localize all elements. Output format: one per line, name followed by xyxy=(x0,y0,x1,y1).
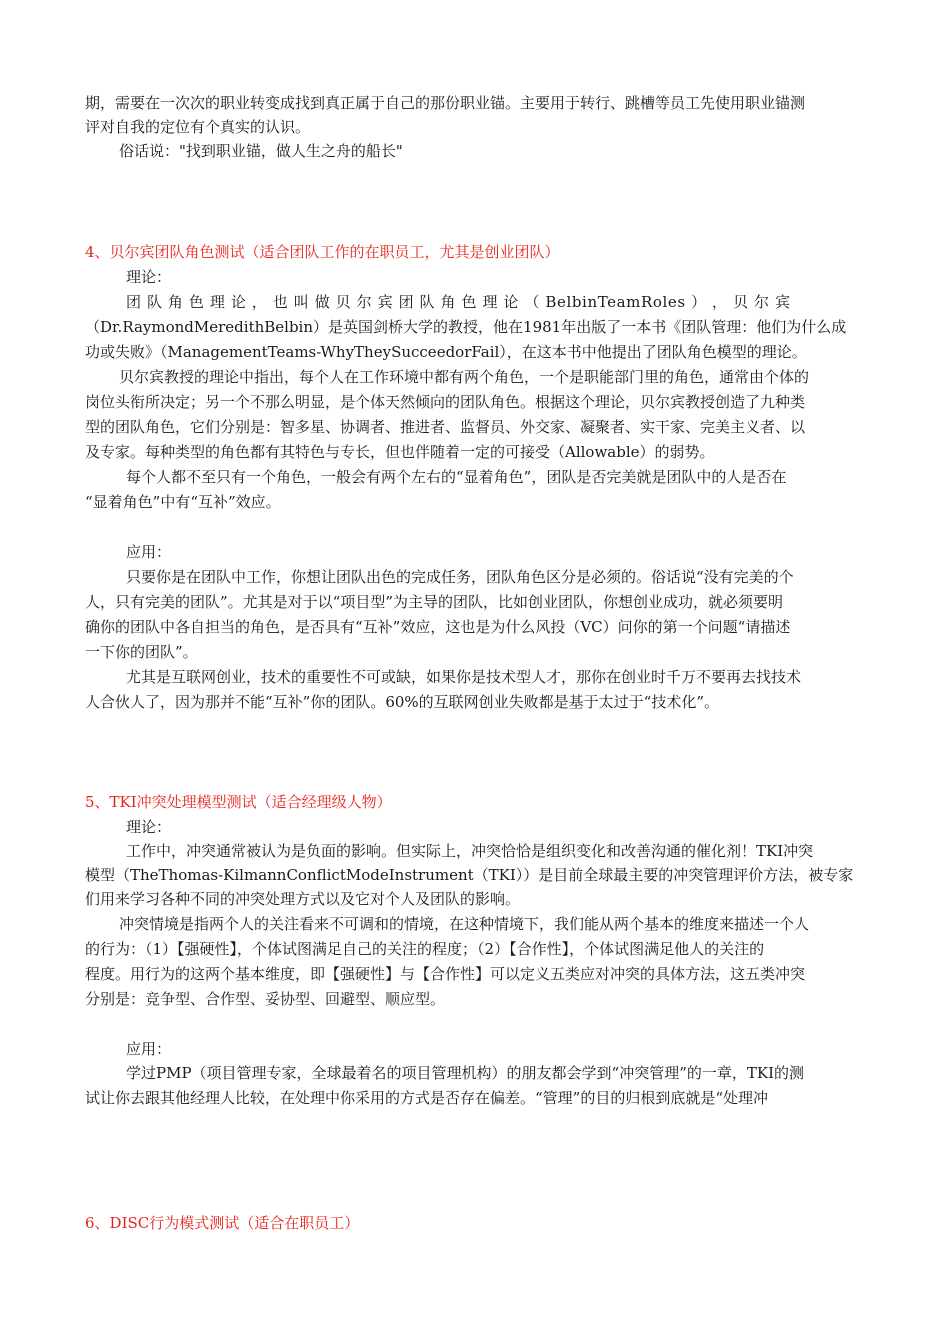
section-4-p3-line-2: “显着角色”中有“互补”效应。 xyxy=(85,493,281,511)
section-4-p1-line-3: 功或失败》（ManagementTeams-WhyTheySucceedorFail），在这本书中他提出了团队角色模型的理论。 xyxy=(85,343,807,361)
section-5-p2-line-4: 分别是：竞争型、合作型、妥协型、回避型、顺应型。 xyxy=(85,990,446,1008)
intro-line-2: 评对自我的定位有个真实的认识。 xyxy=(85,118,311,136)
section-5-p1-line-3: 们用来学习各种不同的冲突处理方式以及它对个人及团队的影响。 xyxy=(85,890,521,908)
section-5-p1-line-2: 模型（TheThomas-KilmannConflictModeInstrument（TKI））是目前全球最主要的冲突管理评价方法，被专家 xyxy=(85,866,854,884)
section-5-p3-line-2: 试让你去跟其他经理人比较，在处理中你采用的方式是否存在偏差。“管理”的目的归根到底就是“处理冲 xyxy=(85,1089,769,1107)
section-5-p1-line-1: 工作中，冲突通常被认为是负面的影响。但实际上，冲突恰恰是组织变化和改善沟通的催化剂！TKI冲突 xyxy=(126,842,814,860)
section-5-p2-line-1: 冲突情境是指两个人的关注看来不可调和的情境，在这种情境下，我们能从两个基本的维度来描述一个人 xyxy=(119,915,810,933)
section-5-heading: 5、TKI冲突处理模型测试（适合经理级人物） xyxy=(85,793,392,811)
section-5-app-label: 应用： xyxy=(126,1040,172,1058)
section-4-p1-line-1: 团 队 角 色 理 论 ， 也 叫 做 贝 尔 宾 团 队 角 色 理 论 （ BelbinTeamRoles ） ， 贝 尔 宾 xyxy=(126,293,791,311)
section-4-p5-line-1: 尤其是互联网创业，技术的重要性不可或缺，如果你是技术型人才，那你在创业时千万不要再去找技术 xyxy=(126,668,802,686)
section-4-app-label: 应用： xyxy=(126,543,172,561)
section-4-p5-line-2: 人合伙人了，因为那并不能“互补”你的团队。60%的互联网创业失败都是基于太过于“技术化”。 xyxy=(85,693,720,711)
section-4-p2-line-3: 型的团队角色，它们分别是：智多星、协调者、推进者、监督员、外交家、凝聚者、实干家、完美主义者、以 xyxy=(85,418,806,436)
section-4-p2-line-4: 及专家。每种类型的角色都有其特色与专长，但也伴随着一定的可接受（Allowable）的弱势。 xyxy=(85,443,715,461)
section-4-p1-line-2: （Dr.RaymondMeredithBelbin）是英国剑桥大学的教授，他在1981年出版了一本书《团队管理：他们为什么成 xyxy=(85,318,847,336)
section-4-p4-line-2: 人，只有完美的团队”。尤其是对于以“项目型”为主导的团队，比如创业团队，你想创业成功，就必须要明 xyxy=(85,593,784,611)
section-4-p2-line-2: 岗位头衔所决定；另一个不那么明显，是个体天然倾向的团队角色。根据这个理论，贝尔宾教授创造了九种类 xyxy=(85,393,806,411)
section-5-p2-line-3: 程度。用行为的这两个基本维度，即【强硬性】与【合作性】可以定义五类应对冲突的具体方法，这五类冲突 xyxy=(85,965,806,983)
section-4-p2-line-1: 贝尔宾教授的理论中指出，每个人在工作环境中都有两个角色，一个是职能部门里的角色，通常由个体的 xyxy=(119,368,810,386)
section-6-heading: 6、DISC行为模式测试（适合在职员工） xyxy=(85,1214,360,1232)
intro-line-1: 期，需要在一次次的职业转变成找到真正属于自己的那份职业锚。主要用于转行、跳槽等员工先使用职业锚测 xyxy=(85,94,806,112)
section-5-theory-label: 理论： xyxy=(126,818,172,836)
section-4-heading: 4、贝尔宾团队角色测试（适合团队工作的在职员工，尤其是创业团队） xyxy=(85,243,560,261)
section-4-p4-line-3: 确你的团队中各自担当的角色，是否具有“互补”效应，这也是为什么风投（VC）问你的第一个问题“请描述 xyxy=(85,618,791,636)
section-4-theory-label: 理论： xyxy=(126,268,172,286)
section-4-p4-line-4: 一下你的团队”。 xyxy=(85,643,198,661)
intro-quote: 俗话说："找到职业锚，做人生之舟的船长" xyxy=(119,142,403,160)
section-5-p3-line-1: 学过PMP（项目管理专家，全球最着名的项目管理机构）的朋友都会学到“冲突管理”的一章，TKI的测 xyxy=(126,1064,805,1082)
section-4-p3-line-1: 每个人都不至只有一个角色，一般会有两个左右的“显着角色”，团队是否完美就是团队中的人是否在 xyxy=(126,468,787,486)
section-5-p2-line-2: 的行为：（1）【强硬性】，个体试图满足自己的关注的程度；（2）【合作性】，个体试图满足他人的关注的 xyxy=(85,940,765,958)
section-4-p4-line-1: 只要你是在团队中工作，你想让团队出色的完成任务，团队角色区分是必须的。俗话说“没有完美的个 xyxy=(126,568,794,586)
